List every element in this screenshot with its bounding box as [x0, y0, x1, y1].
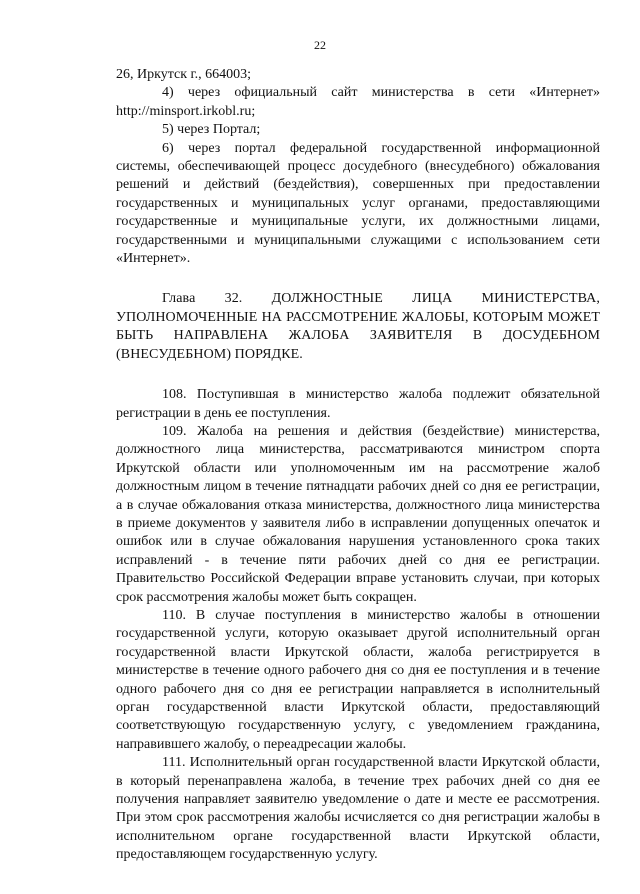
paragraph-110: 110. В случае поступления в министерство жалобы в отношении государственной услуги, которую оказывает другой исполнительный орган государственной власти Иркутской области, жалоба регистрируется в министерстве в течение одного рабочего дня со дня ее поступления и в течение одного рабочего дня со дня ее регистрации направляется в исполнительный орган государственной власти Иркутской области, предоставляющий соответствующую государственную услугу, с уведомлением гражданина, направившего жалобу, о переадресации жалобы.	[116, 607, 600, 752]
paragraph-109: 109. Жалоба на решения и действия (бездействие) министерства, должностного лица министерства, рассматриваются министром спорта Иркутской области или уполномоченным им на рассмотрение жалоб должностным лицом в течение пятнадцати рабочих дней со дня ее регистрации, а в случае обжалования отказа министерства, должностного лица министерства в приеме документов у заявителя либо в исправлении допущенных опечаток и ошибок или в случае обжалования нарушения установленного срока таких исправлений - в течение пяти рабочих дней со дня ее регистрации. Правительство Российской Федерации вправе установить случаи, при которых срок рассмотрения жалобы может быть сокращен.	[116, 423, 600, 605]
list-item-federal-portal: 6) через портал федеральной государственной информационной системы, обеспечивающей процесс досудебного (внесудебного) обжалования решений и действий (бездействия), совершенных при предоставлении государственных и муниципальных услуг органами, предоставляющими государственные и муниципальные услуги, их должностными лицами, государственными и муниципальными служащими с использованием сети «Интернет».	[116, 140, 600, 267]
page-number: 22	[314, 38, 326, 52]
document-body	[116, 66, 600, 865]
list-item-portal: 5) через Портал;	[162, 122, 261, 138]
list-item-website: 4) через официальный сайт министерства в сети «Интернет» http://minsport.irkobl.ru;	[116, 85, 600, 119]
paragraph-108: 108. Поступившая в министерство жалоба подлежит обязательной регистрации в день ее поступления.	[116, 387, 600, 421]
chapter-heading: Глава 32. ДОЛЖНОСТНЫЕ ЛИЦА МИНИСТЕРСТВА, УПОЛНОМОЧЕННЫЕ НА РАССМОТРЕНИЕ ЖАЛОБЫ, КОТОРЫМ МОЖЕТ БЫТЬ НАПРАВЛЕНА ЖАЛОБА ЗАЯВИТЕЛЯ В ДОСУДЕБНОМ (ВНЕСУДЕБНОМ) ПОРЯДКЕ.	[116, 291, 600, 362]
paragraph-111: 111. Исполнительный орган государственной власти Иркутской области, в который перенаправлена жалоба, в течение трех рабочих дней со дня ее получения направляет заявителю уведомление о дате и месте ее рассмотрения. При этом срок рассмотрения жалобы исчисляется со дня регистрации жалобы в исполнительном органе государственной власти Иркутской области, предоставляющем государственную услугу.	[116, 755, 600, 863]
address-continuation: 26, Иркутск г., 664003;	[116, 67, 252, 82]
